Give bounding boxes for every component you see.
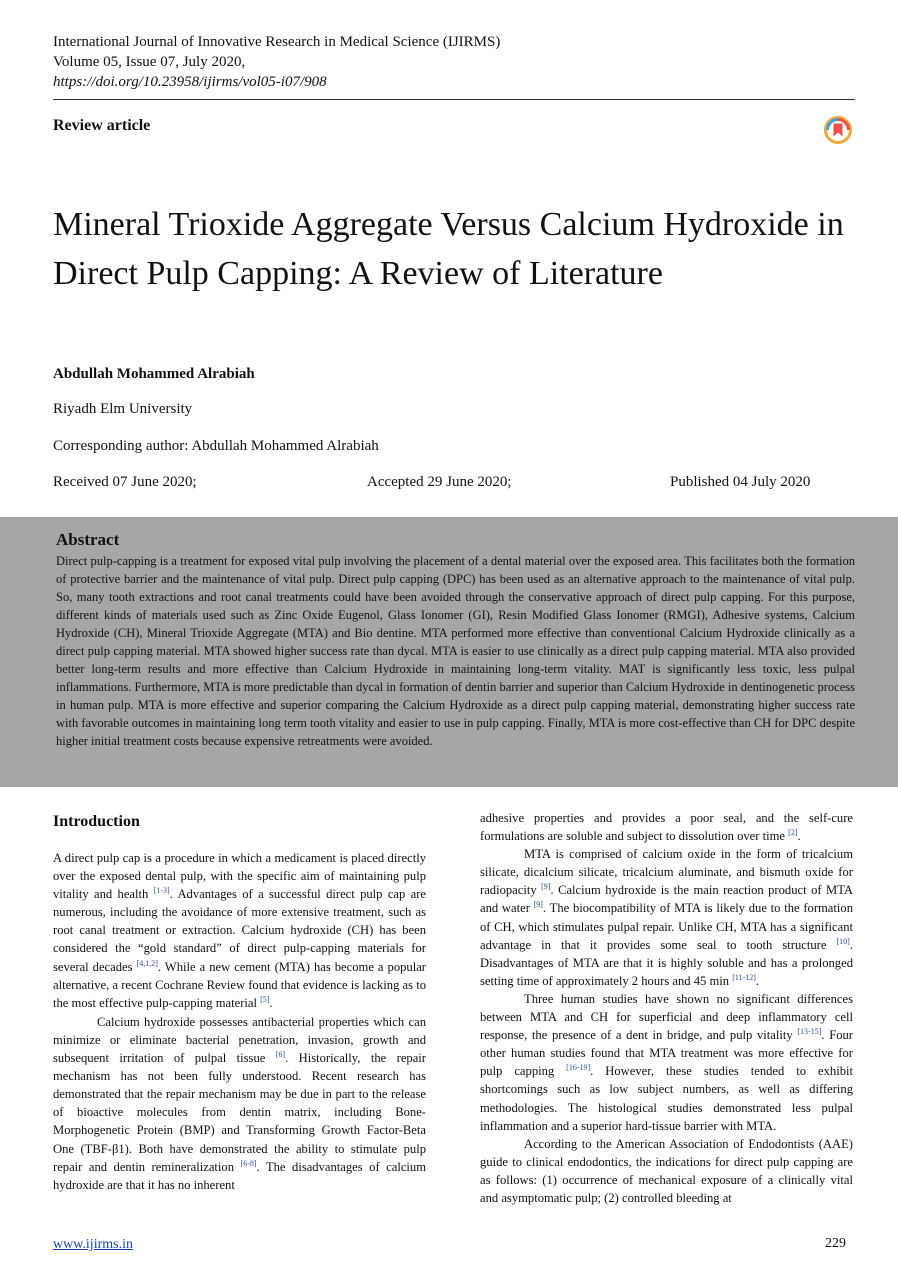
header-rule <box>53 99 855 100</box>
journal-header <box>53 32 500 92</box>
citation[interactable]: [11-12] <box>732 972 756 982</box>
article-type: Review article <box>53 117 151 134</box>
citation[interactable]: [13-15] <box>797 1027 822 1037</box>
journal-name: International Journal of Innovative Research in Medical Science (IJIRMS) <box>53 34 501 50</box>
corresponding-author: Corresponding author: Abdullah Mohammed Alrabiah <box>53 438 379 454</box>
citation[interactable]: [2] <box>788 828 798 838</box>
affiliation: Riyadh Elm University <box>53 401 193 417</box>
paragraph: A direct pulp cap is a procedure in which a medicament is placed directly over the exposed dental pulp, with the specific aim of maintaining pulp vitality and health [1-3]. Advantages of a successful direct pulp cap are numerous, including the avoidance of more extensive treatment, such as root canal treatment or extraction. Calcium hydroxide (CH) has been considered the “gold standard” of direct pulp-capping materials for several decades [4,1,2]. While a new cement (MTA) has become a popular alternative, a recent Cochrane Review found that evidence is lacking as to the most effective pulp-capping material [5]. <box>53 851 427 1010</box>
article-title: Mineral Trioxide Aggregate Versus Calcium Hydroxide in Direct Pulp Capping: A Review of Literature <box>53 206 844 292</box>
paragraph: Three human studies have shown no significant differences between MTA and CH for superficial and deep inflammatory cell response, the presence of a dent in bridge, and pulp vitality [13-15]. Four other human studies found that MTA treatment was more effective for pulp capping [16-19]. However, these studies tended to exhibit shortcomings such as low subject numbers, as well as differing methodologies. The histological studies demonstrated less pulpal inflammation and a superior hard-tissue barrier with MTA. <box>480 991 853 1133</box>
date-received: Received 07 June 2020; <box>53 474 197 490</box>
citation[interactable]: [5] <box>260 994 270 1004</box>
abstract-text: Direct pulp-capping is a treatment for exposed vital pulp involving the placement of a dental material over the exposed area. This facilitates both the formation of protective barrier and the maintenance of vital pulp. Direct pulp capping (DPC) has been used as an alternative approach to the maintenance of vital pulp. So, many tooth extractions and root canal treatments could have been avoided through the conservative approach of direct pulp capping. For this purpose, different kinds of materials used such as Zinc Oxide Eugenol, Glass Ionomer (GI), Resin Modified Glass Ionomer (RMGI), Adhesive systems, Calcium Hydroxide (CH), Mineral Trioxide Aggregate (MTA) and Bio dentine. MTA performed more effective than conventional Calcium Hydroxide clinically as a direct pulp capping material. MTA showed higher success rate than dycal. MTA is easier to use clinically as a direct pulp capping material. MTA also provided better long-term results and more effective than Calcium Hydroxide in maintaining long-term vitality. MAT is significantly less toxic, less pulpal inflammations. Furthermore, MTA is more predictable than dycal in formation of dentin barrier and superior than Calcium Hydroxide in dentinogenetic process in human pulp. MTA is more effective and superior comparing the Calcium Hydroxide as a direct pulp capping material, demonstrating higher success rate with favorable outcomes in maintaining long term tooth vitality and easier to use in pulp capping. Finally, MTA is more cost-effective than CH for DPC despite higher initial treatment costs because expensive retreatments were avoided. <box>56 554 855 748</box>
footer-website-link[interactable]: www.ijirms.in <box>53 1237 133 1252</box>
citation[interactable]: [1-3] <box>153 886 170 896</box>
section-heading-introduction: Introduction <box>53 813 140 830</box>
paragraph: Calcium hydroxide possesses antibacterial properties which can minimize or eliminate bacterial penetration, invasion, growth and subsequent irritation of pulpal tissue [6]. Historically, the repair mechanism has not been fully understood. Recent research has demonstrated that the repair mechanism may be due in part to the release of bioactive molecules from dentin matrix, including Bone-Morphogenetic Protein (BMP) and Transforming Growth Factor-Beta One (TBF-β1). Both have demonstrated the ability to stimulate pulp repair and dentin remineralization [6-8]. The disadvantages of calcium hydroxide are that it has no inherent <box>53 1014 427 1192</box>
journal-volume: Volume 05, Issue 07, July 2020, <box>53 54 246 70</box>
citation[interactable]: [9] <box>541 882 551 892</box>
date-published: Published 04 July 2020 <box>670 474 811 490</box>
crossmark-icon[interactable] <box>824 116 852 144</box>
citation[interactable]: [6] <box>275 1050 286 1060</box>
citation[interactable]: [10] <box>836 936 850 946</box>
citation[interactable]: [9] <box>533 900 543 910</box>
author-name: Abdullah Mohammed Alrabiah <box>53 366 255 382</box>
left-column <box>53 849 426 1194</box>
paragraph: MTA is comprised of calcium oxide in the form of tricalcium silicate, dicalcium silicate, tricalcium aluminate, and bismuth oxide for radiopacity [9]. Calcium hydroxide is the main reaction product of MTA and water [9]. The biocompatibility of MTA is likely due to the formation of CH, which stimulates pulpal repair. Unlike CH, MTA has a significant advantage in that it provides some seal to tooth structure [10]. Disadvantages of MTA are that it is highly soluble and has a prolonged setting time of approximately 2 hours and 45 min [11-12]. <box>480 847 853 988</box>
citation[interactable]: [16-19] <box>566 1063 591 1073</box>
date-accepted: Accepted 29 June 2020; <box>367 474 512 490</box>
paragraph: According to the American Association of Endodontists (AAE) guide to clinical endodontics, the indications for direct pulp capping are as follows: (1) occurrence of mechanical exposure of a clinically vital and asymptomatic pulp; (2) controlled bleeding at <box>480 1136 853 1205</box>
right-column <box>480 809 853 1207</box>
citation[interactable]: [6-8] <box>240 1158 257 1168</box>
citation[interactable]: [4,1,2] <box>136 958 158 968</box>
abstract-heading: Abstract <box>56 530 120 549</box>
page-number: 229 <box>825 1236 846 1251</box>
doi-link[interactable]: https://doi.org/10.23958/ijirms/vol05-i07/908 <box>53 74 327 90</box>
paragraph: adhesive properties and provides a poor seal, and the self-cure formulations are soluble and subject to dissolution over time [2]. <box>480 811 853 844</box>
